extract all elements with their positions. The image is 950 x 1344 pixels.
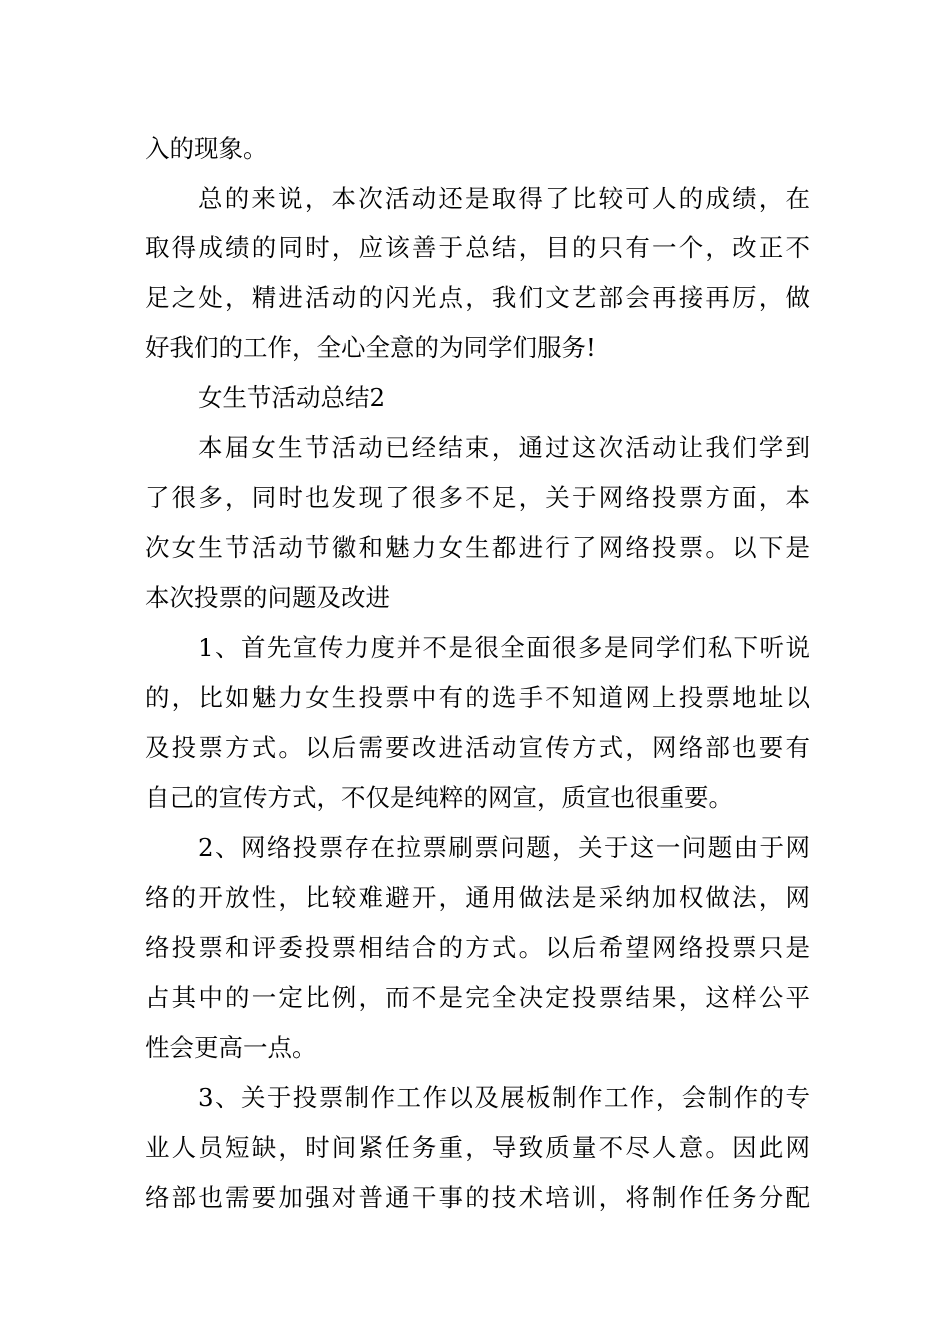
text-line: 及投票方式。以后需要改进活动宣传方式，网络部也要有 xyxy=(145,733,810,762)
text-line: 本次投票的问题及改进 xyxy=(145,583,390,612)
text-line: 络部也需要加强对普通干事的技术培训，将制作任务分配 xyxy=(145,1183,810,1212)
paragraph-first-line: 本届女生节活动已经结束，通过这次活动让我们学到 xyxy=(198,433,810,462)
text-line: 入的现象。 xyxy=(145,134,268,163)
text-line: 性会更高一点。 xyxy=(145,1033,317,1062)
text-line: 络的开放性，比较难避开，通用做法是采纳加权做法，网 xyxy=(145,883,810,912)
text-line: 了很多，同时也发现了很多不足，关于网络投票方面，本 xyxy=(145,483,810,512)
text-line: 业人员短缺，时间紧任务重，导致质量不尽人意。因此网 xyxy=(145,1133,810,1162)
text-line: 好我们的工作，全心全意的为同学们服务! xyxy=(145,333,596,362)
paragraph-first-line: 总的来说，本次活动还是取得了比较可人的成绩，在 xyxy=(198,184,810,213)
list-item-first-line: 1、首先宣传力度并不是很全面很多是同学们私下听说 xyxy=(198,633,810,662)
text-line: 的，比如魅力女生投票中有的选手不知道网上投票地址以 xyxy=(145,683,810,712)
text-line: 次女生节活动节徽和魅力女生都进行了网络投票。以下是 xyxy=(145,533,810,562)
text-line: 络投票和评委投票相结合的方式。以后希望网络投票只是 xyxy=(145,933,810,962)
text-line: 取得成绩的同时，应该善于总结，目的只有一个，改正不 xyxy=(145,233,810,262)
list-item-first-line: 3、关于投票制作工作以及展板制作工作，会制作的专 xyxy=(198,1083,810,1112)
text-line: 自己的宣传方式，不仅是纯粹的网宣，质宣也很重要。 xyxy=(145,783,733,812)
section-heading: 女生节活动总结2 xyxy=(198,383,386,412)
text-line: 占其中的一定比例，而不是完全决定投票结果，这样公平 xyxy=(145,983,810,1012)
list-item-first-line: 2、网络投票存在拉票刷票问题，关于这一问题由于网 xyxy=(198,833,810,862)
text-line: 足之处，精进活动的闪光点，我们文艺部会再接再厉，做 xyxy=(145,283,810,312)
